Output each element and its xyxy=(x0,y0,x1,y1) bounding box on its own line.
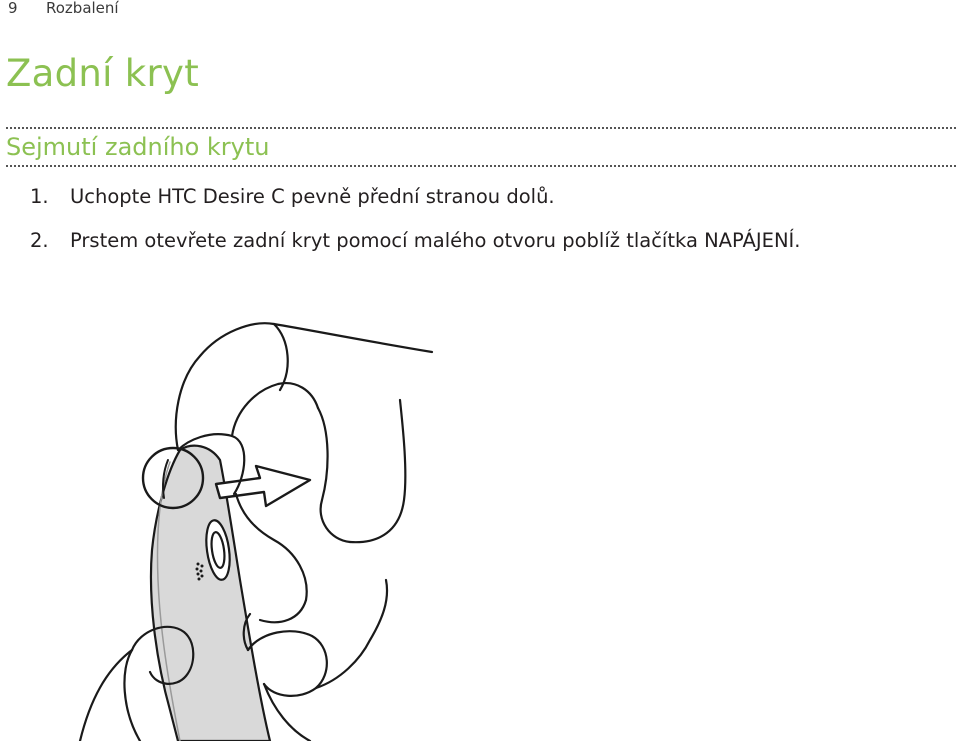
divider-top xyxy=(6,127,956,129)
step-number: 2. xyxy=(30,229,49,252)
step-text: Uchopte HTC Desire C pevně přední stranou dolů. xyxy=(70,185,555,208)
section-name: Rozbalení xyxy=(46,0,119,17)
step-number: 1. xyxy=(30,185,49,208)
section-subtitle: Sejmutí zadního krytu xyxy=(6,133,270,161)
thumb xyxy=(124,650,140,741)
step-text: Prstem otevřete zadní kryt pomocí malého otvoru poblíž tlačítka NAPÁJENÍ. xyxy=(70,229,801,252)
hand-upper xyxy=(176,323,432,450)
divider-bottom xyxy=(6,165,956,167)
direction-arrow-icon xyxy=(216,466,310,506)
page-header xyxy=(8,0,119,16)
page-title: Zadní kryt xyxy=(6,52,200,95)
page-number: 9 xyxy=(8,0,18,17)
hand-removing-back-cover-illustration xyxy=(60,280,460,741)
